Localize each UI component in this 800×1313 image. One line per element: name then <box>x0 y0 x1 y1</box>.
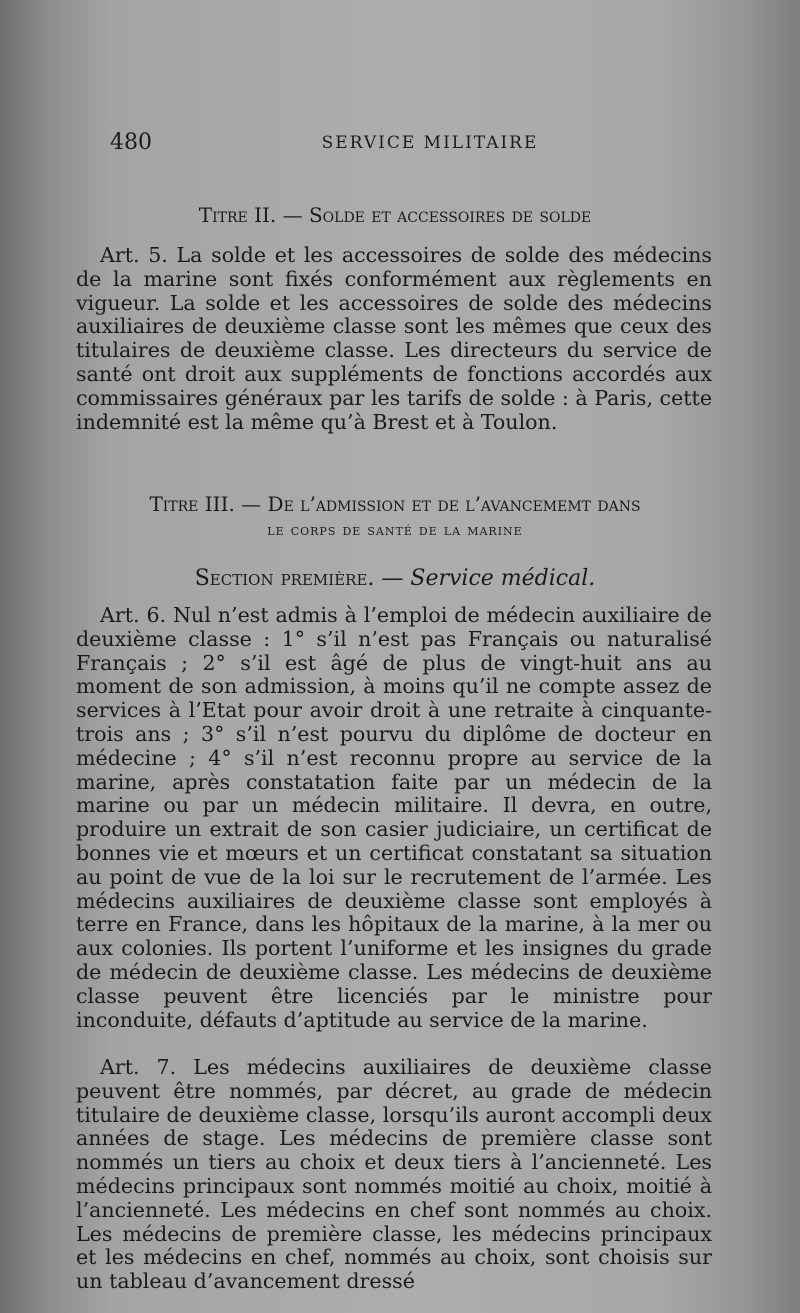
titre-ii-heading: Titre II. — Solde et accessoires de solde <box>198 203 592 227</box>
article-5-text: Art. 5. La solde et les accessoires de solde des médecins de la marine sont fixés conformément aux règlements en vigueur. La solde et les accessoires de solde des médecins auxiliaires de deuxième classe sont les mêmes que ceux des titulaires de deuxième classe. Les directeurs du service de santé ont droit aux suppléments de fonctions accordés aux commissaires généraux par les tarifs de solde : à Paris, cette indemnité est la même qu’à Brest et à Toulon. <box>76 243 713 434</box>
article-7 <box>76 1056 712 1294</box>
running-head <box>110 130 750 160</box>
article-7-text: Art. 7. Les médecins auxiliaires de deuxième classe peuvent être nommés, par décret, au grade de médecin titulaire de deuxième classe, lorsqu’ils auront accompli deux années de stage. Les médecins de première classe sont nommés un tiers au choix et deux tiers à l’ancienneté. Les médecins principaux sont nommés moitié au choix, moitié à l’ancienneté. Les médecins en chef sont nommés au choix. Les médecins de première classe, les médecins principaux et les médecins en chef, nommés au choix, sont choisis sur un tableau d’avancement dressé <box>76 1055 712 1294</box>
article-6 <box>76 604 712 1032</box>
section-label: Section première. — <box>194 566 404 591</box>
titre-iii-heading-line2: le corps de santé de la marine <box>267 520 523 539</box>
article-6-text: Art. 6. Nul n’est admis à l’emploi de médecin auxiliaire de deuxième classe : 1° s’il n’est pas Français ou naturalisé Français ; 2° s’il est âgé de plus de vingt-huit ans au moment de son admission, à moins qu’il ne compte assez de services à l’Etat pour avoir droit à une retraite à cinquante-trois ans ; 3° s’il n’est pourvu du diplôme de docteur en médecine ; 4° s’il n’est reconnu propre au service de la marine, après constatation faite par un médecin de la marine ou par un médecin militaire. Il devra, en outre, produire un extrait de son casier judiciaire, un certificat de bonnes vie et mœurs et un certificat constatant sa situation au point de vue de la loi sur le recrutement de l’armée. Les médecins auxiliaires de deuxième classe sont employés à terre en France, dans les hôpitaux de la marine, à la mer ou aux colonies. Ils portent l’uniforme et les insignes du grade de médecin de deuxième classe. Les médecins de deuxième classe peuvent être licenciés par le ministre pour inconduite, défauts d’aptitude au service de la marine. <box>76 603 712 1032</box>
article-5 <box>76 244 712 434</box>
running-title: SERVICE MILITAIRE <box>321 133 539 153</box>
section-title: Service médical. <box>410 566 596 591</box>
page-number: 480 <box>110 130 152 155</box>
section-heading <box>70 566 720 591</box>
titre-iii-heading-line1: Titre III. — De l’admission et de l’avancememt dans <box>149 492 641 516</box>
